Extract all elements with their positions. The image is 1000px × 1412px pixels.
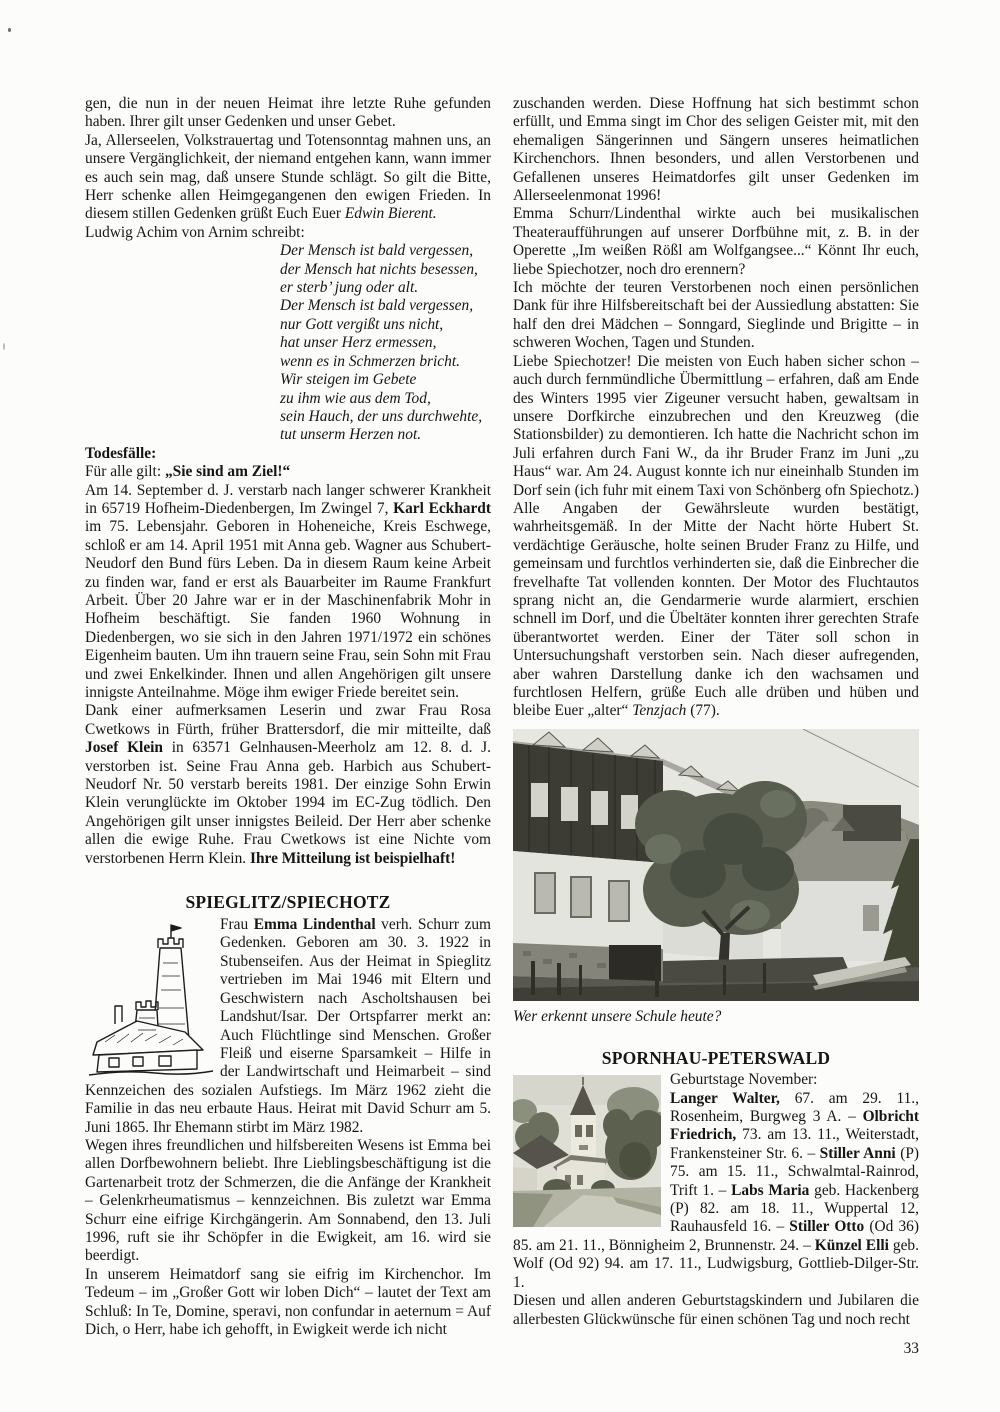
scan-speck [3, 343, 5, 350]
paragraph-birthday-list: Langer Walter, 67. am 29. 11., Rosenheim, Burgweg 3 A. – Olbricht Friedrich, 73. am 13. 11., Weiterstadt, Frankensteiner Str. 6. – Stiller Anni (P) 75. am 15. 11., Schwalmtal-Rainrod, Trift 1. – Labs Maria geb. Hackenberg (P) 82. am 18. 11., Wuppertal 12, Rauhausfeld 16. – Stiller Otto (Od 36) 85. am 21. 11., Bönnigheim 2, Brunnenstr. 24. – Künzel Elli geb. Wolf (Od 92) 94. am 17. 11., Ludwigsburg, Gottlieb-Dilger-Str. 1. [513, 1089, 920, 1291]
village-school-photo [513, 729, 919, 1001]
paragraph-tedeum: In unserem Heimatdorf sang sie eifrig im Kirchenchor. Im Tedeum – im „Großer Gott wir loben Dich“ – lautet der Text am Schluß: In Te, Domine, speravi, non confundar in aeternum = Auf Dich, o Herr, habe ich gehofft, in Ewigkeit werde ich nicht [85, 1265, 491, 1338]
paragraph-glueckwuensche: Diesen und allen anderen Geburtstagskindern und Jubilaren die allerbesten Glückwünsche für einen schönen Tag und noch recht [513, 1292, 919, 1328]
paragraph-ziel: Für alle gilt: „Sie sind am Ziel!“ [85, 463, 291, 481]
paragraph-allerseelen: Ja, Allerseelen, Volkstrauertag und Totensonntag mahnen uns, an unsere Vergänglichkeit, der niemand entgehen kann, wann immer es auch sein mag, daß unsere Stunde schlägt. So gilt die Bitte, Herr schenke allen Heimgegangenen den ewigen Frieden. In diesem stillen Gedenken grüßt Euch Euer Edwin Bierent. [85, 131, 491, 223]
paragraph-arnim-intro: Ludwig Achim von Arnim schreibt: [85, 223, 305, 241]
paragraph-memorial-intro: gen, die nun in der neuen Heimat ihre letzte Ruhe gefunden haben. Ihrer gilt unser Gedenken und unser Gebet. [85, 95, 491, 131]
paragraph-theater: Emma Schurr/Lindenthal wirkte auch bei musikalischen Theateraufführungen auf unserer Dorfbühne mit, z. B. in der Operette „Im weißen Rößl am Wolfgangsee...“ Könnt Ihr euch, liebe Spiechotzer, noch dro erennern? [513, 205, 919, 278]
castle-tower-sketch [85, 918, 216, 1078]
paragraph-hoffnung: zuschanden werden. Diese Hoffnung hat sich bestimmt schon erfüllt, und Emma singt im Chor des seligen Geister mit, mit den ehemaligen Sängerinnen und Sängern unseres heimatlichen Kirchenchors. Ihnen besonders, und allen Verstorbenen und Gefallenen unseres Heimatdorfes gilt unser Gedenken im Allerseelenmonat 1996! [513, 95, 919, 205]
paragraph-emma-life: Wegen ihres freundlichen und hilfsbereiten Wesens ist Emma bei allen Dorfbewohnern beliebt. Ihre Lieblingsbeschäftigung ist die Gartenarbeit trotz der Schmerzen, die die Anfänge der Krankheit – Gelenkrheumatismus – kennzeichnen. Bis zuletzt war Emma Schurr eine eifrige Kirchgängerin. Am Sonnabend, den 13. Juli 1996, ruft sie ihr Schöpfer in die Ewigkeit, am 16. wird sie beerdigt. [85, 1136, 491, 1265]
section-heading-spornhau: SPORNHAU-PETERSWALD [601, 1048, 831, 1069]
village-church-photo [513, 1075, 661, 1227]
paragraph-obituary-eckhardt: Am 14. September d. J. verstarb nach langer schwerer Krankheit in 65719 Hofheim-Diedenbergen, Im Zwingel 7, Karl Eckhardt im 75. Lebensjahr. Geboren in Hoheneiche, Kreis Eschwege, schloß er am 14. April 1951 mit Anna geb. Wagner aus Schubert-Neudorf den Bund fürs Leben. Da in diesem Raum keine Arbeit zu finden war, fand er erst als Bauarbeiter im Raume Frankfurt Arbeit. Über 20 Jahre war er in der Maschinenfabrik Mohr in Hofheim beschäftigt. Sie fanden 1960 Wohnung in Diedenbergen, wo sie sich in den Jahren 1971/1972 ein schönes Eigenheim bauten. Um ihn trauern seine Frau, sein Sohn mit Frau und zwei Enkelkinder. Ihnen und allen Angehörigen gilt unsere innigste Anteilnahme. Möge ihm ewiger Friede bereitet sein. [85, 481, 491, 701]
school-photo-caption: Wer erkennt unsere Schule heute? [513, 1007, 722, 1025]
page-number: 33 [903, 1340, 919, 1357]
scan-speck [8, 28, 11, 32]
paragraph-einbruch: Liebe Spiechotzer! Die meisten von Euch haben sicher schon – auch durch fernmündliche Übermittlung – erfahren, daß am Ende des Winters 1995 vier Zigeuner versucht haben, gewaltsam in unsere Dorfkirche einzubrechen und den Kreuzweg (die Stationsbilder) zu demontieren. Ich hatte die Nachricht schon im Juli erfahren durch Fani W., da ihr Bruder Franz im Juni „zu Haus“ war. Am 24. August konnte ich nur eineinhalb Stunden im Dorf sein (ich fuhr mit einem Taxi von Schönberg ofn Spiechotz.) Alle Angaben der Gewährsleute wurden bestätigt, wahrheitsgemäß. In der Mitte der Nacht hörte Hubert St. verdächtige Geräusche, holte seinen Bruder Franz zu Hilfe, und gemeinsam und furchtlos verhinderten sie, daß die Einbrecher die frevelhafte Tat vollenden konnten. Der Motor des Fluchtautos sprang nicht an, die Gendarmerie wurde alarmiert, erschien schnell im Dorf, und die Übeltäter konnten ihrer gerechten Strafe überantwortet werden. Einer der Täter soll schon in Untersuchungshaft verstorben sein. Nach dieser aufregenden, aber wahren Darstellung danke ich den wachsamen und furchtlosen Helfern, grüße Euch alle drüben und hüben und bleibe Euer „alter“ Tenzjach (77). [513, 352, 919, 720]
geburtstage-label: Geburtstage November: [670, 1071, 818, 1089]
right-column [513, 95, 919, 1329]
paragraph-geburtstage-intro [513, 1071, 919, 1089]
paragraph-emma-lindenthal: Frau Emma Lindenthal verh. Schurr zum Gedenken. Geboren am 30. 3. 1922 in Stubenseifen. Aus der Heimat in Spieglitz vertrieben im Mai 1946 mit Eltern und Geschwistern nach Ascholtshausen bei Landshut/Isar. Der Ortspfarrer merkt an: Auch Flüchtlinge sind Menschen. Großer Fleiß und eiserne Sparsamkeit – Hilfe in der Landwirtschaft und Heimarbeit – sind Kennzeichen des sozialen Aufstiegs. Im März 1962 zieht die Familie in das neu erbaute Haus. Heirat mit David Schurr am 5. Juni 1865. Ihr Ehemann stirbt im März 1982. [85, 916, 491, 1136]
paragraph-obituary-klein: Dank einer aufmerksamen Leserin und zwar Frau Rosa Cwetkows in Fürth, früher Brattersdorf, die mir mitteilte, daß Josef Klein in 63571 Gelnhausen-Meerholz am 12. 8. d. J. verstorben ist. Seine Frau Anna geb. Harbich aus Schubert-Neudorf Nr. 50 verstarb bereits 1981. Der einzige Sohn Erwin Klein verunglückte im Oktober 1994 im EC-Zug tödlich. Den Angehörigen gilt unser innigstes Beileid. Der Herr aber schenke allen die ewige Ruhe. Frau Cwetkows ist eine Nichte vom verstorbenen Herrn Klein. Ihre Mitteilung ist beispielhaft! [85, 702, 491, 867]
heading-todesfaelle: Todesfälle: [85, 444, 157, 462]
section-heading-spieglitz: SPIEGLITZ/SPIECHOTZ [185, 892, 391, 913]
paragraph-dank: Ich möchte der teuren Verstorbenen noch einen persönlichen Dank für ihre Hilfsbereitschaft bei der Aussiedlung abstatten: Sie half den drei Mädchen – Sonngard, Sieglinde und Brigitte – in schweren Wochen, Tagen und Stunden. [513, 279, 919, 352]
left-column [85, 95, 491, 1339]
poem-arnim: Der Mensch ist bald vergessen, der Mensch hat nichts besessen, er sterb’ jung oder alt. Der Mensch ist bald vergessen, nur Gott vergißt uns nicht, hat unser Herz ermessen, wenn es in Schmerzen bricht. Wir steigen im Gebete zu ihm wie aus dem Tod, sein Hauch, der uns durchwehte, tut unserm Herzen not. [280, 242, 483, 444]
